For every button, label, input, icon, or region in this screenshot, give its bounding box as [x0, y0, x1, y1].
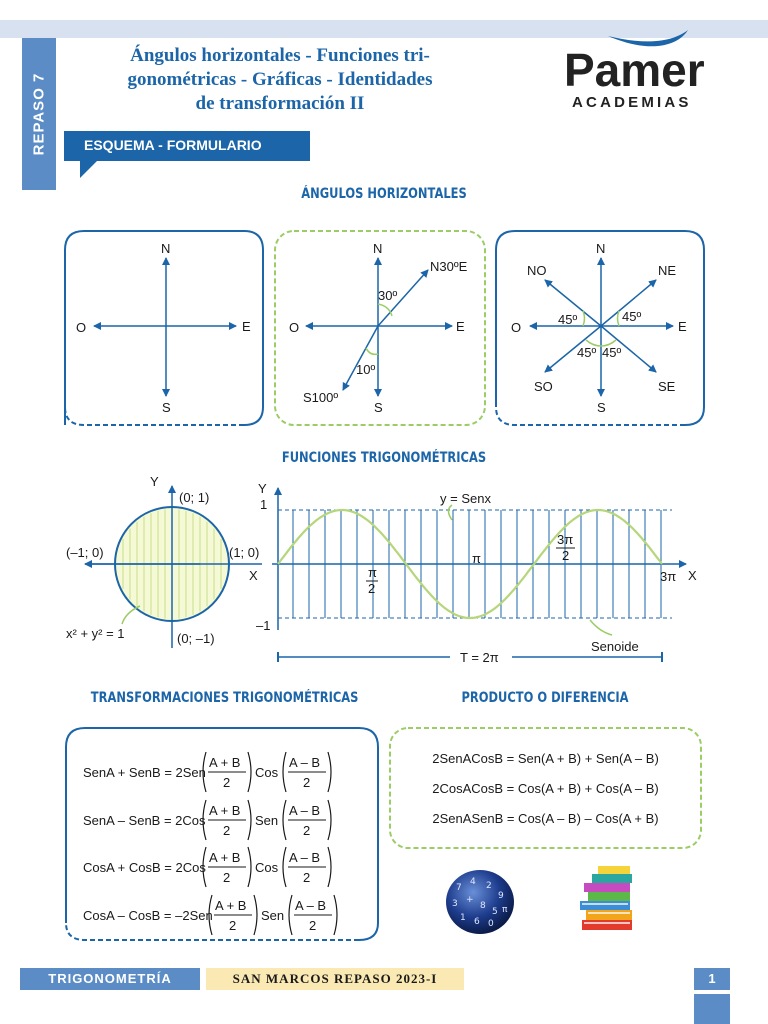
label-o-2: O [289, 320, 300, 335]
transform-formulas-box [65, 727, 379, 941]
books-stack-image [574, 864, 644, 934]
paren-right [334, 895, 337, 935]
label-no: NO [527, 263, 547, 278]
compass-box-3 [496, 231, 704, 425]
frac-den: 2 [309, 918, 317, 933]
frac-num: A – B [295, 898, 327, 913]
transform-formula-4 [83, 895, 337, 935]
label-se: SE [658, 379, 676, 394]
transform-formula-1 [83, 752, 331, 792]
transform-formula-3 [83, 847, 331, 887]
frac-den: 2 [229, 918, 237, 933]
svg-text:4: 4 [470, 877, 476, 887]
period-label: T = 2π [460, 650, 499, 665]
svg-text:6: 6 [474, 917, 480, 927]
section-banner: ESQUEMA - FORMULARIO [64, 131, 310, 161]
senoide-label: Senoide [591, 639, 639, 654]
paren-left [283, 752, 286, 792]
heading-transform: TRANSFORMACIONES TRIGONOMÉTRICAS [90, 690, 359, 706]
label-e-2: E [456, 319, 465, 334]
side-tab-label: REPASO 7 [30, 72, 48, 156]
frac-num: A – B [289, 803, 321, 818]
frac-num: A – B [289, 850, 321, 865]
math-sphere-image [442, 868, 518, 936]
title-line-1: Ángulos horizontales - Funciones tri- [130, 45, 430, 66]
tick-three-pi-half-num: 3π [557, 532, 574, 547]
frac-den: 2 [303, 823, 311, 838]
circle-right-label: (1; 0) [229, 545, 260, 560]
product-formulas-box [389, 727, 702, 849]
paren-right [328, 847, 331, 887]
label-45-left: 45º [558, 312, 578, 327]
svg-text:0: 0 [488, 919, 494, 929]
label-n-1: N [161, 241, 171, 256]
sine-func-label: y = Senx [440, 491, 491, 506]
paren-right [328, 800, 331, 840]
label-n30e: N30ºE [430, 259, 468, 274]
label-o-3: O [511, 320, 522, 335]
label-n-2: N [373, 241, 383, 256]
tick-pi-half-den: 2 [368, 581, 376, 596]
paren-right [254, 895, 257, 935]
product-formula-2: 2CosACosB = Cos(A + B) + Cos(A – B) [432, 781, 659, 796]
label-s-2: S [374, 400, 383, 415]
heading-product: PRODUCTO O DIFERENCIA [461, 690, 629, 706]
circle-bottom-label: (0; –1) [177, 631, 215, 646]
formula-second-func: Sen [255, 813, 279, 828]
label-ne: NE [658, 263, 677, 278]
footer-subject: TRIGONOMETRÍA [20, 968, 200, 990]
svg-text:1: 1 [460, 913, 466, 923]
title-line-2: gonométricas - Gráficas - Identidades [127, 69, 433, 90]
formula-second-func: Sen [261, 908, 285, 923]
tick-pi-half-num: π [368, 565, 377, 580]
label-so: SO [534, 379, 553, 394]
trig-graphs [0, 470, 768, 670]
product-formula-1: 2SenACosB = Sen(A + B) + Sen(A – B) [432, 751, 659, 766]
circle-left-label: (–1; 0) [66, 545, 104, 560]
svg-text:3: 3 [452, 899, 458, 909]
frac-den: 2 [303, 870, 311, 885]
label-45-right: 45º [622, 309, 642, 324]
svg-text:+: + [466, 895, 474, 905]
formula-second-func: Cos [255, 860, 279, 875]
svg-text:π: π [502, 905, 508, 915]
circle-top-label: (0; 1) [179, 490, 210, 505]
circle-y-label: Y [150, 474, 159, 489]
formula-lhs: CosA – CosB = –2Sen [83, 908, 213, 923]
product-formula-3: 2SenASenB = Cos(A – B) – Cos(A + B) [432, 811, 659, 826]
title-line-3: de transformación II [195, 93, 365, 114]
page-number: 1 [694, 968, 730, 990]
svg-text:7: 7 [456, 883, 462, 893]
frac-den: 2 [223, 823, 231, 838]
formula-lhs: CosA + CosB = 2Cos [83, 860, 206, 875]
formula-lhs: SenA – SenB = 2Cos [83, 813, 206, 828]
transform-formula-2 [83, 800, 331, 840]
paren-left [283, 800, 286, 840]
footer-tab [694, 994, 730, 1024]
frac-num: A + B [209, 850, 241, 865]
paren-left [283, 847, 286, 887]
sine-minus-one-label: –1 [256, 618, 271, 633]
formula-second-func: Cos [255, 765, 279, 780]
frac-den: 2 [223, 870, 231, 885]
sine-one-label: 1 [260, 497, 268, 512]
paren-right [248, 752, 251, 792]
paren-right [328, 752, 331, 792]
label-s-3: S [597, 400, 606, 415]
tick-three-pi: 3π [660, 569, 677, 584]
sine-y-label: Y [258, 481, 267, 496]
frac-num: A + B [209, 803, 241, 818]
label-e-1: E [242, 319, 251, 334]
svg-text:8: 8 [480, 901, 486, 911]
frac-num: A + B [215, 898, 247, 913]
logo-main-text: Pamer [564, 44, 705, 96]
compass-box-1 [65, 231, 263, 425]
paren-right [248, 800, 251, 840]
formula-lhs: SenA + SenB = 2Sen [83, 765, 206, 780]
tick-three-pi-half-den: 2 [562, 548, 570, 563]
compass-diagrams [0, 0, 768, 440]
logo-sub-text: ACADEMIAS [572, 94, 692, 111]
label-30: 30º [378, 288, 398, 303]
label-e-3: E [678, 319, 687, 334]
label-45-bottom-right: 45º [602, 345, 622, 360]
ray-s100 [343, 326, 378, 390]
tick-pi: π [472, 551, 481, 566]
svg-text:2: 2 [486, 881, 492, 891]
frac-num: A + B [209, 755, 241, 770]
label-o-1: O [76, 320, 87, 335]
frac-den: 2 [303, 775, 311, 790]
paren-right [248, 847, 251, 887]
label-s100: S100º [303, 390, 339, 405]
svg-text:9: 9 [498, 891, 504, 901]
label-45-bottom-left: 45º [577, 345, 597, 360]
heading-functions: FUNCIONES TRIGONOMÉTRICAS [281, 450, 487, 466]
label-s-1: S [162, 400, 171, 415]
label-n-3: N [596, 241, 606, 256]
heading-angles: ÁNGULOS HORIZONTALES [301, 186, 467, 202]
frac-num: A – B [289, 755, 321, 770]
label-10: 10º [356, 362, 376, 377]
footer-exam: SAN MARCOS REPASO 2023-I [206, 968, 464, 990]
sine-x-label: X [688, 568, 697, 583]
circle-x-label: X [249, 568, 258, 583]
paren-left [289, 895, 292, 935]
frac-den: 2 [223, 775, 231, 790]
svg-text:5: 5 [492, 907, 498, 917]
circle-equation: x² + y² = 1 [66, 626, 125, 641]
